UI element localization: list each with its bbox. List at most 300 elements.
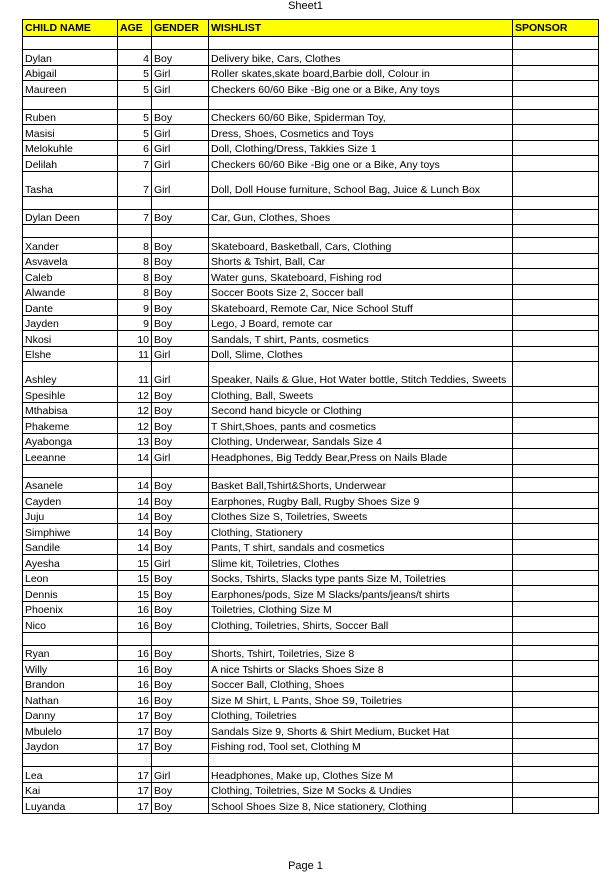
- table-row: [23, 617, 599, 633]
- child-name-cell: Mbulelo: [23, 723, 118, 739]
- header-row: [23, 20, 599, 37]
- blank-row: [23, 37, 599, 50]
- column-header-gender: GENDER: [152, 20, 209, 37]
- gender-cell: Girl: [152, 125, 209, 141]
- wishlist-cell: [209, 632, 513, 645]
- child-name-cell: [23, 225, 118, 238]
- sponsor-cell: [513, 723, 599, 739]
- child-name-cell: Nathan: [23, 692, 118, 708]
- table-row: [23, 645, 599, 661]
- child-name-cell: Danny: [23, 707, 118, 723]
- sponsor-cell: [513, 37, 599, 50]
- child-name-cell: Ayesha: [23, 555, 118, 571]
- gender-cell: Boy: [152, 617, 209, 633]
- age-cell: 15: [118, 570, 152, 586]
- child-name-cell: Phoenix: [23, 601, 118, 617]
- gender-cell: [152, 96, 209, 109]
- age-cell: 11: [118, 362, 152, 387]
- gender-cell: Boy: [152, 798, 209, 814]
- wishlist-cell: Sandals Size 9, Shorts & Shirt Medium, Bucket Hat: [209, 723, 513, 739]
- child-name-cell: [23, 632, 118, 645]
- table-row: [23, 402, 599, 418]
- wishlist-cell: Slime kit, Toiletries, Clothes: [209, 555, 513, 571]
- wishlist-cell: Soccer Boots Size 2, Soccer ball: [209, 284, 513, 300]
- age-cell: [118, 225, 152, 238]
- table-row: [23, 209, 599, 225]
- wishlist-cell: Clothing, Ball, Sweets: [209, 387, 513, 403]
- child-name-cell: [23, 196, 118, 209]
- table-row: [23, 156, 599, 172]
- gender-cell: Boy: [152, 387, 209, 403]
- table-row: [23, 586, 599, 602]
- gender-cell: Boy: [152, 508, 209, 524]
- age-cell: 14: [118, 508, 152, 524]
- wishlist-cell: Clothing, Toiletries, Size M Socks & Undies: [209, 782, 513, 798]
- gender-cell: Girl: [152, 555, 209, 571]
- wishlist-cell: T Shirt,Shoes, pants and cosmetics: [209, 418, 513, 434]
- sponsor-cell: [513, 707, 599, 723]
- sponsor-cell: [513, 645, 599, 661]
- gender-cell: Boy: [152, 782, 209, 798]
- table-row: [23, 81, 599, 97]
- table-row: [23, 692, 599, 708]
- age-cell: 14: [118, 449, 152, 465]
- gender-cell: Boy: [152, 676, 209, 692]
- child-name-cell: Leeanne: [23, 449, 118, 465]
- gender-cell: Boy: [152, 109, 209, 125]
- sponsor-cell: [513, 738, 599, 754]
- sponsor-cell: [513, 315, 599, 331]
- child-name-cell: Dennis: [23, 586, 118, 602]
- gender-cell: Girl: [152, 171, 209, 196]
- child-name-cell: Phakeme: [23, 418, 118, 434]
- gender-cell: Boy: [152, 315, 209, 331]
- wishlist-cell: [209, 196, 513, 209]
- table-row: [23, 493, 599, 509]
- child-name-cell: Juju: [23, 508, 118, 524]
- gender-cell: [152, 225, 209, 238]
- sponsor-cell: [513, 661, 599, 677]
- age-cell: 14: [118, 493, 152, 509]
- wishlist-cell: [209, 754, 513, 767]
- sponsor-cell: [513, 586, 599, 602]
- wishlist-cell: Second hand bicycle or Clothing: [209, 402, 513, 418]
- age-cell: [118, 464, 152, 477]
- wishlist-cell: Delivery bike, Cars, Clothes: [209, 50, 513, 66]
- sponsor-cell: [513, 171, 599, 196]
- page-footer: Page 1: [288, 860, 323, 872]
- gender-cell: Boy: [152, 418, 209, 434]
- gender-cell: Boy: [152, 601, 209, 617]
- gender-cell: Girl: [152, 767, 209, 783]
- wishlist-cell: Shorts & Tshirt, Ball, Car: [209, 253, 513, 269]
- gender-cell: Boy: [152, 539, 209, 555]
- child-name-cell: [23, 96, 118, 109]
- age-cell: 16: [118, 601, 152, 617]
- gender-cell: [152, 632, 209, 645]
- sponsor-cell: [513, 125, 599, 141]
- gender-cell: Boy: [152, 692, 209, 708]
- age-cell: 15: [118, 555, 152, 571]
- child-name-cell: Abigail: [23, 65, 118, 81]
- gender-cell: Boy: [152, 723, 209, 739]
- sponsor-cell: [513, 65, 599, 81]
- gender-cell: Girl: [152, 449, 209, 465]
- age-cell: 4: [118, 50, 152, 66]
- gender-cell: Girl: [152, 346, 209, 362]
- sponsor-cell: [513, 346, 599, 362]
- sponsor-cell: [513, 570, 599, 586]
- table-row: [23, 362, 599, 387]
- blank-row: [23, 225, 599, 238]
- column-header-sponsor: SPONSOR: [513, 20, 599, 37]
- table-row: [23, 449, 599, 465]
- table-row: [23, 300, 599, 316]
- sponsor-cell: [513, 300, 599, 316]
- age-cell: 10: [118, 331, 152, 347]
- table-row: [23, 555, 599, 571]
- wishlist-cell: Skateboard, Basketball, Cars, Clothing: [209, 238, 513, 254]
- child-name-cell: Simphiwe: [23, 524, 118, 540]
- table-row: [23, 418, 599, 434]
- age-cell: [118, 37, 152, 50]
- table-row: [23, 269, 599, 285]
- child-name-cell: Cayden: [23, 493, 118, 509]
- table-row: [23, 65, 599, 81]
- table-row: [23, 767, 599, 783]
- wishlist-cell: Clothing, Stationery: [209, 524, 513, 540]
- age-cell: 9: [118, 300, 152, 316]
- age-cell: 17: [118, 782, 152, 798]
- column-header-child-name: CHILD NAME: [23, 20, 118, 37]
- wishlist-cell: A nice Tshirts or Slacks Shoes Size 8: [209, 661, 513, 677]
- table-row: [23, 171, 599, 196]
- wishlist-cell: Lego, J Board, remote car: [209, 315, 513, 331]
- table-row: [23, 524, 599, 540]
- sponsor-cell: [513, 331, 599, 347]
- gender-cell: Boy: [152, 50, 209, 66]
- sheet-title: Sheet1: [288, 0, 323, 12]
- table-row: [23, 387, 599, 403]
- child-name-cell: Jayden: [23, 315, 118, 331]
- age-cell: 6: [118, 140, 152, 156]
- child-name-cell: Nkosi: [23, 331, 118, 347]
- column-header-age: AGE: [118, 20, 152, 37]
- sponsor-cell: [513, 387, 599, 403]
- sponsor-cell: [513, 81, 599, 97]
- wishlist-cell: Earphones/pods, Size M Slacks/pants/jeans/t shirts: [209, 586, 513, 602]
- age-cell: 14: [118, 477, 152, 493]
- sponsor-cell: [513, 109, 599, 125]
- age-cell: 9: [118, 315, 152, 331]
- wishlist-cell: [209, 96, 513, 109]
- child-name-cell: Dylan: [23, 50, 118, 66]
- table-row: [23, 570, 599, 586]
- sponsor-cell: [513, 767, 599, 783]
- gender-cell: Girl: [152, 362, 209, 387]
- age-cell: 5: [118, 65, 152, 81]
- wishlist-cell: Clothes Size S, Toiletries, Sweets: [209, 508, 513, 524]
- age-cell: 5: [118, 81, 152, 97]
- sponsor-cell: [513, 50, 599, 66]
- age-cell: 16: [118, 692, 152, 708]
- gender-cell: Girl: [152, 140, 209, 156]
- table-row: [23, 253, 599, 269]
- table-row: [23, 539, 599, 555]
- gender-cell: Boy: [152, 253, 209, 269]
- table-row: [23, 331, 599, 347]
- age-cell: 8: [118, 269, 152, 285]
- child-name-cell: Alwande: [23, 284, 118, 300]
- sponsor-cell: [513, 617, 599, 633]
- child-name-cell: Jaydon: [23, 738, 118, 754]
- wishlist-cell: Socks, Tshirts, Slacks type pants Size M, Toiletries: [209, 570, 513, 586]
- child-name-cell: Caleb: [23, 269, 118, 285]
- child-name-cell: Dylan Deen: [23, 209, 118, 225]
- age-cell: 14: [118, 524, 152, 540]
- child-name-cell: Maureen: [23, 81, 118, 97]
- gender-cell: Boy: [152, 524, 209, 540]
- wishlist-cell: [209, 464, 513, 477]
- child-name-cell: Asanele: [23, 477, 118, 493]
- table-row: [23, 433, 599, 449]
- table-row: [23, 238, 599, 254]
- age-cell: [118, 96, 152, 109]
- gender-cell: Boy: [152, 331, 209, 347]
- gender-cell: Boy: [152, 209, 209, 225]
- child-name-cell: Nico: [23, 617, 118, 633]
- gender-cell: Boy: [152, 269, 209, 285]
- sponsor-cell: [513, 798, 599, 814]
- wishlist-cell: Clothing, Toiletries, Shirts, Soccer Ball: [209, 617, 513, 633]
- sponsor-cell: [513, 782, 599, 798]
- sponsor-cell: [513, 196, 599, 209]
- table-row: [23, 782, 599, 798]
- wishlist-cell: Checkers 60/60 Bike, Spiderman Toy,: [209, 109, 513, 125]
- child-name-cell: [23, 754, 118, 767]
- table-row: [23, 315, 599, 331]
- wishlist-cell: Water guns, Skateboard, Fishing rod: [209, 269, 513, 285]
- wishlist-cell: Earphones, Rugby Ball, Rugby Shoes Size 9: [209, 493, 513, 509]
- gender-cell: Boy: [152, 300, 209, 316]
- sponsor-cell: [513, 632, 599, 645]
- wishlist-cell: Doll, Doll House furniture, School Bag, Juice & Lunch Box: [209, 171, 513, 196]
- gender-cell: Boy: [152, 707, 209, 723]
- wishlist-cell: Sandals, T shirt, Pants, cosmetics: [209, 331, 513, 347]
- age-cell: 11: [118, 346, 152, 362]
- child-name-cell: Ayabonga: [23, 433, 118, 449]
- age-cell: 5: [118, 109, 152, 125]
- wishlist-cell: Headphones, Big Teddy Bear,Press on Nails Blade: [209, 449, 513, 465]
- child-name-cell: Delilah: [23, 156, 118, 172]
- table-row: [23, 707, 599, 723]
- wishlist-cell: Pants, T shirt, sandals and cosmetics: [209, 539, 513, 555]
- sponsor-cell: [513, 362, 599, 387]
- table-row: [23, 125, 599, 141]
- sponsor-cell: [513, 464, 599, 477]
- table-row: [23, 50, 599, 66]
- wishlist-cell: Dress, Shoes, Cosmetics and Toys: [209, 125, 513, 141]
- gender-cell: Boy: [152, 570, 209, 586]
- sponsor-cell: [513, 418, 599, 434]
- wishlist-cell: Fishing rod, Tool set, Clothing M: [209, 738, 513, 754]
- wishlist-cell: Soccer Ball, Clothing, Shoes: [209, 676, 513, 692]
- gender-cell: Girl: [152, 81, 209, 97]
- gender-cell: Boy: [152, 645, 209, 661]
- sponsor-cell: [513, 477, 599, 493]
- age-cell: 17: [118, 723, 152, 739]
- table-row: [23, 676, 599, 692]
- table-row: [23, 477, 599, 493]
- wishlist-cell: Shorts, Tshirt, Toiletries, Size 8: [209, 645, 513, 661]
- sponsor-cell: [513, 402, 599, 418]
- age-cell: 14: [118, 539, 152, 555]
- child-name-cell: Elshe: [23, 346, 118, 362]
- sponsor-cell: [513, 601, 599, 617]
- table-row: [23, 284, 599, 300]
- gender-cell: Boy: [152, 402, 209, 418]
- table-row: [23, 738, 599, 754]
- wishlist-cell: Checkers 60/60 Bike -Big one or a Bike, Any toys: [209, 81, 513, 97]
- table-row: [23, 601, 599, 617]
- age-cell: 17: [118, 738, 152, 754]
- wishlist-cell: Headphones, Make up, Clothes Size M: [209, 767, 513, 783]
- wishlist-cell: [209, 225, 513, 238]
- wishlist-cell: Toiletries, Clothing Size M: [209, 601, 513, 617]
- age-cell: 16: [118, 617, 152, 633]
- age-cell: 13: [118, 433, 152, 449]
- table-row: [23, 140, 599, 156]
- gender-cell: [152, 464, 209, 477]
- child-name-cell: [23, 37, 118, 50]
- wishlist-cell: Clothing, Underwear, Sandals Size 4: [209, 433, 513, 449]
- sponsor-cell: [513, 539, 599, 555]
- child-name-cell: Mthabisa: [23, 402, 118, 418]
- blank-row: [23, 96, 599, 109]
- child-name-cell: Lea: [23, 767, 118, 783]
- sponsor-cell: [513, 433, 599, 449]
- sponsor-cell: [513, 140, 599, 156]
- blank-row: [23, 464, 599, 477]
- gender-cell: Boy: [152, 477, 209, 493]
- child-name-cell: Xander: [23, 238, 118, 254]
- table-row: [23, 661, 599, 677]
- age-cell: 12: [118, 387, 152, 403]
- age-cell: [118, 632, 152, 645]
- child-name-cell: Melokuhle: [23, 140, 118, 156]
- wishlist-cell: Speaker, Nails & Glue, Hot Water bottle, Stitch Teddies, Sweets: [209, 362, 513, 387]
- child-name-cell: Asvavela: [23, 253, 118, 269]
- gender-cell: Girl: [152, 156, 209, 172]
- age-cell: 16: [118, 645, 152, 661]
- wishlist-table: [22, 19, 599, 814]
- sponsor-cell: [513, 493, 599, 509]
- wishlist-cell: Basket Ball,Tshirt&Shorts, Underwear: [209, 477, 513, 493]
- gender-cell: Boy: [152, 493, 209, 509]
- gender-cell: Boy: [152, 661, 209, 677]
- child-name-cell: [23, 464, 118, 477]
- child-name-cell: Kai: [23, 782, 118, 798]
- wishlist-cell: Size M Shirt, L Pants, Shoe S9, Toiletries: [209, 692, 513, 708]
- sponsor-cell: [513, 253, 599, 269]
- child-name-cell: Spesihle: [23, 387, 118, 403]
- age-cell: 17: [118, 707, 152, 723]
- age-cell: 5: [118, 125, 152, 141]
- wishlist-cell: Checkers 60/60 Bike -Big one or a Bike, Any toys: [209, 156, 513, 172]
- gender-cell: Boy: [152, 586, 209, 602]
- gender-cell: Boy: [152, 284, 209, 300]
- age-cell: 8: [118, 284, 152, 300]
- sponsor-cell: [513, 238, 599, 254]
- gender-cell: [152, 196, 209, 209]
- age-cell: 16: [118, 676, 152, 692]
- age-cell: 7: [118, 209, 152, 225]
- gender-cell: Boy: [152, 238, 209, 254]
- gender-cell: [152, 754, 209, 767]
- sponsor-cell: [513, 225, 599, 238]
- gender-cell: Girl: [152, 65, 209, 81]
- age-cell: 12: [118, 418, 152, 434]
- sponsor-cell: [513, 449, 599, 465]
- sponsor-cell: [513, 508, 599, 524]
- child-name-cell: Ryan: [23, 645, 118, 661]
- age-cell: 12: [118, 402, 152, 418]
- age-cell: 7: [118, 171, 152, 196]
- age-cell: 17: [118, 767, 152, 783]
- wishlist-cell: Doll, Clothing/Dress, Takkies Size 1: [209, 140, 513, 156]
- wishlist-cell: Clothing, Toiletries: [209, 707, 513, 723]
- sponsor-cell: [513, 754, 599, 767]
- age-cell: [118, 196, 152, 209]
- child-name-cell: Luyanda: [23, 798, 118, 814]
- child-name-cell: Sandile: [23, 539, 118, 555]
- child-name-cell: Tasha: [23, 171, 118, 196]
- gender-cell: Boy: [152, 433, 209, 449]
- table-row: [23, 346, 599, 362]
- sponsor-cell: [513, 269, 599, 285]
- child-name-cell: Brandon: [23, 676, 118, 692]
- blank-row: [23, 754, 599, 767]
- column-header-wishlist: WISHLIST: [209, 20, 513, 37]
- gender-cell: [152, 37, 209, 50]
- table-body: [23, 37, 599, 814]
- child-name-cell: Ruben: [23, 109, 118, 125]
- table-row: [23, 109, 599, 125]
- child-name-cell: Ashley: [23, 362, 118, 387]
- sponsor-cell: [513, 524, 599, 540]
- sponsor-cell: [513, 676, 599, 692]
- age-cell: 16: [118, 661, 152, 677]
- wishlist-cell: Doll, Slime, Clothes: [209, 346, 513, 362]
- wishlist-cell: School Shoes Size 8, Nice stationery, Clothing: [209, 798, 513, 814]
- sponsor-cell: [513, 156, 599, 172]
- age-cell: 8: [118, 238, 152, 254]
- blank-row: [23, 196, 599, 209]
- wishlist-cell: Car, Gun, Clothes, Shoes: [209, 209, 513, 225]
- age-cell: 8: [118, 253, 152, 269]
- table-row: [23, 798, 599, 814]
- age-cell: 7: [118, 156, 152, 172]
- wishlist-cell: Skateboard, Remote Car, Nice School Stuff: [209, 300, 513, 316]
- sponsor-cell: [513, 96, 599, 109]
- age-cell: 17: [118, 798, 152, 814]
- child-name-cell: Willy: [23, 661, 118, 677]
- gender-cell: Boy: [152, 738, 209, 754]
- table-row: [23, 723, 599, 739]
- sponsor-cell: [513, 692, 599, 708]
- wishlist-cell: [209, 37, 513, 50]
- wishlist-cell: Roller skates,skate board,Barbie doll, Colour in: [209, 65, 513, 81]
